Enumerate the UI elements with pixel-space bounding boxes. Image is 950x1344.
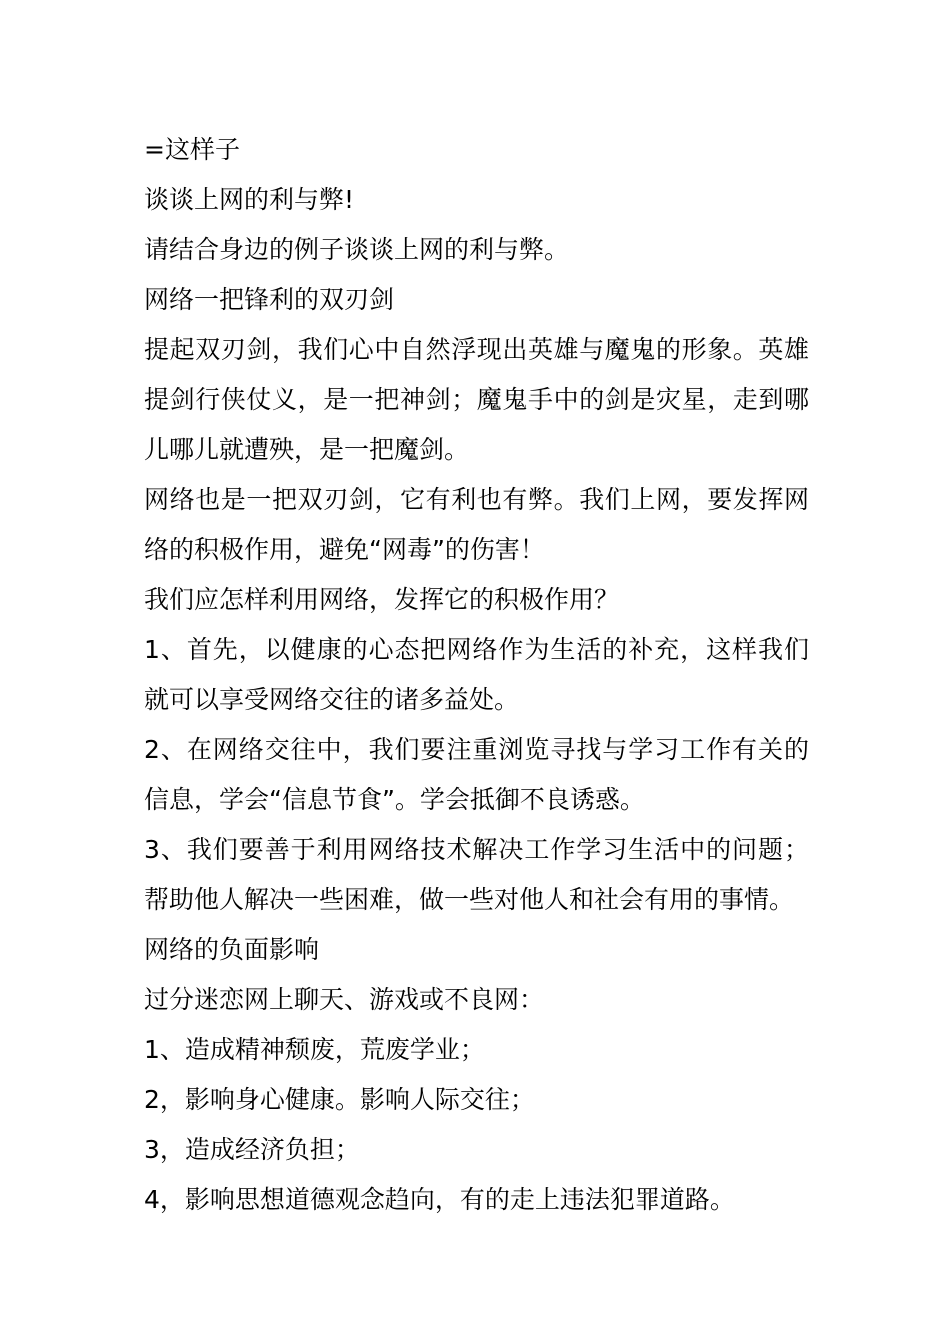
list-item-negative-4: 4，影响思想道德观念趋向，有的走上违法犯罪道路。 xyxy=(144,1185,735,1214)
paragraph-double-edged-sword: 提起双刃剑，我们心中自然浮现出英雄与魔鬼的形象。英雄提剑行侠仗义，是一把神剑；魔鬼手中的剑是灾星，走到哪儿哪儿就遭殃，是一把魔剑。 xyxy=(144,335,809,464)
document-body xyxy=(144,125,809,1225)
list-item-negative-1: 1、造成精神颓废，荒废学业； xyxy=(144,1035,485,1064)
heading-negative-effects: 网络的负面影响 xyxy=(144,935,320,964)
paragraph-prompt: 请结合身边的例子谈谈上网的利与弊。 xyxy=(144,235,570,264)
list-item-negative-2: 2，影响身心健康。影响人际交往； xyxy=(144,1085,535,1114)
paragraph-overindulgence: 过分迷恋网上聊天、游戏或不良网： xyxy=(144,985,545,1014)
paragraph-intro-fragment: =这样子 xyxy=(144,135,240,164)
heading-essay-title: 网络一把锋利的双刃剑 xyxy=(144,285,395,314)
heading-how-to-use: 我们应怎样利用网络，发挥它的积极作用？ xyxy=(144,585,620,614)
list-item-positive-2: 2、在网络交往中，我们要注重浏览寻找与学习工作有关的信息，学会“信息节食”。学会抵御不良诱惑。 xyxy=(144,735,809,814)
list-item-positive-1: 1、首先，以健康的心态把网络作为生活的补充，这样我们就可以享受网络交往的诸多益处。 xyxy=(144,635,809,714)
list-item-negative-3: 3，造成经济负担； xyxy=(144,1135,360,1164)
list-item-positive-3: 3、我们要善于利用网络技术解决工作学习生活中的问题；帮助他人解决一些困难，做一些对他人和社会有用的事情。 xyxy=(144,835,809,914)
heading-topic: 谈谈上网的利与弊! xyxy=(144,185,355,214)
paragraph-network-pros-cons: 网络也是一把双刃剑，它有利也有弊。我们上网，要发挥网络的积极作用，避免“网毒”的伤害！ xyxy=(144,485,809,564)
